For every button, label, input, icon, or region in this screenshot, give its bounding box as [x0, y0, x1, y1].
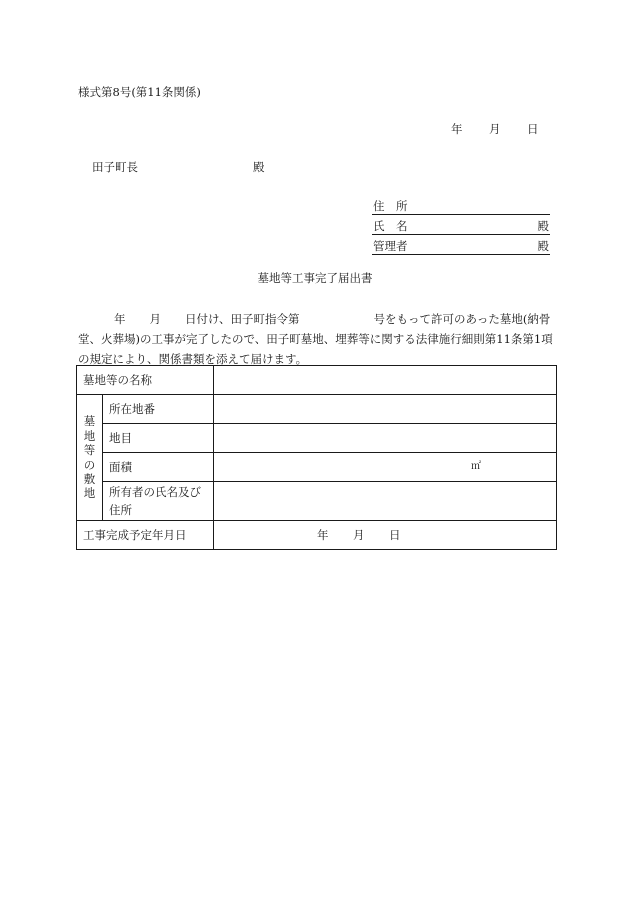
table-row [77, 366, 557, 395]
area-label: 面積 [103, 453, 214, 482]
land-category-label: 地目 [103, 424, 214, 453]
name-field[interactable] [214, 366, 557, 395]
submission-date [451, 123, 539, 137]
addressee-honorific: 殿 [253, 160, 265, 174]
table-row [77, 521, 557, 550]
land-category-field[interactable] [214, 424, 557, 453]
body-month: 月 [149, 312, 161, 326]
name-label: 墓地等の名称 [77, 366, 214, 395]
owner-field[interactable] [214, 482, 557, 521]
completion-month: 月 [353, 527, 365, 542]
date-day: 日 [527, 122, 539, 136]
form-number: 様式第8号(第11条関係) [78, 85, 201, 99]
site-group-label: 墓 地 等 の 敷 地 [77, 395, 103, 521]
owner-label: 所有者の氏名及び住所 [103, 482, 214, 521]
applicant-name-label: 氏 名 [373, 219, 408, 233]
applicant-address-row[interactable] [372, 196, 550, 215]
applicant-manager-row[interactable] [372, 236, 550, 255]
table-row [77, 482, 557, 521]
completion-label: 工事完成予定年月日 [77, 521, 214, 550]
applicant-name-row[interactable] [372, 216, 550, 235]
table-row [77, 424, 557, 453]
table-row [77, 395, 557, 424]
applicant-address-label: 住 所 [373, 199, 408, 213]
completion-year: 年 [317, 527, 329, 542]
location-field[interactable] [214, 395, 557, 424]
body-paragraph [78, 309, 558, 369]
body-text-1: 日付け、田子町指令第 [185, 312, 300, 326]
completion-day: 日 [389, 527, 401, 542]
body-text-2: 号をもって許可のあった墓地(納骨堂、火葬場)の工事が完了したので、田子町墓地、埋葬等に関する法律施行細則第11条第1項の規定により、関係書類を添えて届けます。 [78, 312, 553, 366]
document-title: 墓地等工事完了届出書 [257, 271, 373, 285]
addressee-name: 田子町長 [92, 160, 138, 174]
addressee [92, 160, 265, 175]
date-month: 月 [489, 122, 501, 136]
applicant-manager-label: 管理者 [373, 239, 408, 253]
date-year: 年 [451, 122, 463, 136]
location-label: 所在地番 [103, 395, 214, 424]
applicant-name-honorific: 殿 [537, 219, 549, 233]
table-row [77, 453, 557, 482]
area-field[interactable] [214, 453, 557, 482]
completion-date-field[interactable] [214, 521, 557, 550]
body-year: 年 [114, 312, 126, 326]
applicant-manager-honorific: 殿 [537, 239, 549, 253]
form-table [76, 365, 557, 550]
area-unit: ㎡ [471, 461, 481, 472]
applicant-block [372, 196, 550, 256]
